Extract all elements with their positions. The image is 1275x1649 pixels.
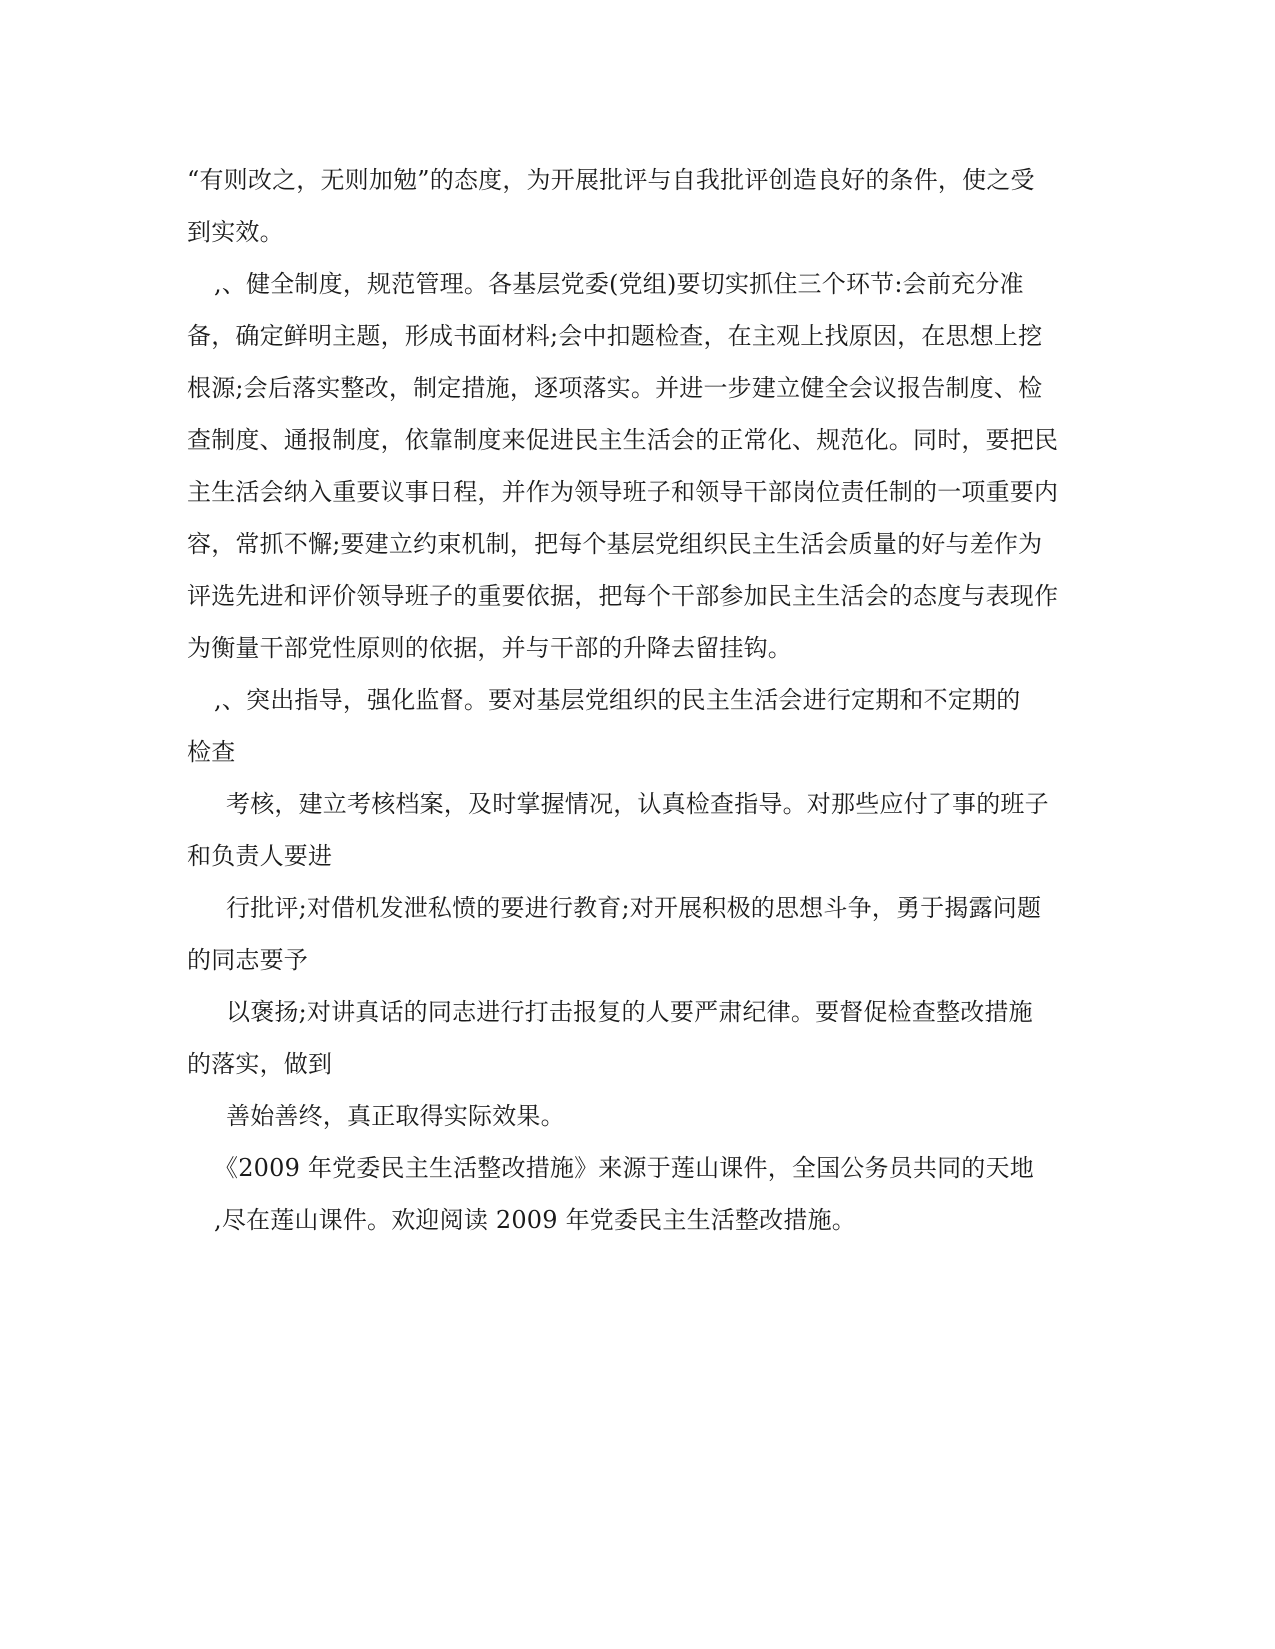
text-line-4: 备，确定鲜明主题，形成书面材料;会中扣题检查，在主观上找原因，在思想上挖 (187, 322, 1043, 350)
text-line-2: 到实效。 (187, 218, 284, 246)
text-line-11: ,、突出指导，强化监督。要对基层党组织的民主生活会进行定期和不定期的 (214, 686, 1021, 714)
text-line-12: 检查 (187, 738, 236, 766)
text-line-14: 和负责人要进 (187, 842, 333, 870)
text-line-21: ,尽在莲山课件。欢迎阅读 2009 年党委民主生活整改措施。 (214, 1206, 856, 1234)
text-line-7: 主生活会纳入重要议事日程，并作为领导班子和领导干部岗位责任制的一项重要内 (187, 478, 1059, 506)
text-line-10: 为衡量干部党性原则的依据，并与干部的升降去留挂钩。 (187, 634, 792, 662)
text-line-18: 的落实，做到 (187, 1050, 333, 1078)
text-line-6: 查制度、通报制度，依靠制度来促进民主生活会的正常化、规范化。同时，要把民 (187, 426, 1059, 454)
text-line-9: 评选先进和评价领导班子的重要依据，把每个干部参加民主生活会的态度与表现作 (187, 582, 1059, 610)
text-line-8: 容，常抓不懈;要建立约束机制，把每个基层党组织民主生活会质量的好与差作为 (187, 530, 1043, 558)
text-line-13: 考核，建立考核档案，及时掌握情况，认真检查指导。对那些应付了事的班子 (226, 790, 1049, 818)
text-line-3: ,、健全制度，规范管理。各基层党委(党组)要切实抓住三个环节:会前充分准 (214, 270, 1024, 298)
text-line-17: 以褒扬;对讲真话的同志进行打击报复的人要严肃纪律。要督促检查整改措施 (226, 998, 1033, 1026)
text-line-19: 善始善终，真正取得实际效果。 (226, 1102, 565, 1130)
text-line-1: “有则改之，无则加勉”的态度，为开展批评与自我批评创造良好的条件，使之受 (187, 166, 1035, 194)
text-line-20: 《2009 年党委民主生活整改措施》来源于莲山课件，全国公务员共同的天地 (214, 1154, 1034, 1182)
text-line-16: 的同志要予 (187, 946, 308, 974)
text-line-5: 根源;会后落实整改，制定措施，逐项落实。并进一步建立健全会议报告制度、检 (187, 374, 1043, 402)
text-line-15: 行批评;对借机发泄私愤的要进行教育;对开展积极的思想斗争，勇于揭露问题 (226, 894, 1042, 922)
